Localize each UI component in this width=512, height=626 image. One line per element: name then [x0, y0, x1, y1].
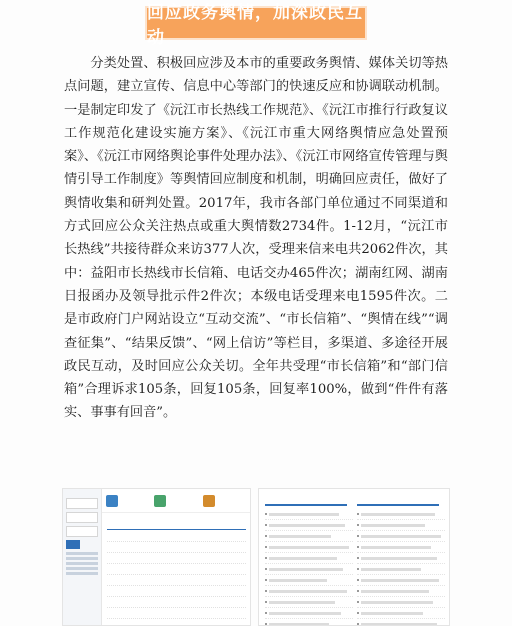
list-heading [107, 520, 246, 530]
sidebar-title [63, 489, 101, 495]
panel-title-right [357, 495, 439, 506]
list-row [107, 542, 246, 553]
sidebar-line [66, 567, 98, 570]
topbar-item [154, 493, 197, 508]
list-row [107, 575, 246, 586]
list-row [107, 586, 246, 597]
list-row [107, 564, 246, 575]
news-row [265, 586, 353, 597]
news-row [357, 520, 445, 531]
news-column-left [265, 509, 353, 626]
news-row [265, 608, 353, 619]
sidebar-button [66, 540, 80, 549]
banner-title: 回应政务舆情，加深政民互动 [147, 3, 363, 48]
mailbox-list [107, 531, 246, 619]
sidebar-input [66, 498, 98, 509]
section-banner [147, 3, 365, 48]
news-row [265, 619, 353, 626]
news-row [265, 597, 353, 608]
list-row [107, 608, 246, 619]
list-row [107, 553, 246, 564]
sidebar-line [66, 557, 98, 560]
news-row [357, 509, 445, 520]
panel-title-left [265, 495, 347, 506]
topbar-item [203, 493, 246, 508]
news-row [357, 542, 445, 553]
list-row [107, 597, 246, 608]
news-row [357, 619, 445, 626]
news-row [357, 608, 445, 619]
news-row [265, 564, 353, 575]
news-row [265, 553, 353, 564]
mailbox-system-screenshot [62, 488, 251, 626]
sidebar-line [66, 562, 98, 565]
mail-icon [106, 495, 118, 507]
screenshot-sidebar [63, 489, 102, 625]
reply-icon [154, 495, 166, 507]
news-row [357, 553, 445, 564]
news-row [357, 531, 445, 542]
news-list-screenshot [258, 488, 450, 626]
sidebar-input [66, 512, 98, 523]
stats-icon [203, 495, 215, 507]
news-row [265, 509, 353, 520]
news-row [265, 542, 353, 553]
sidebar-line [66, 552, 98, 555]
sidebar-line [66, 572, 98, 575]
news-row [265, 531, 353, 542]
news-column-right [357, 509, 445, 626]
news-row [265, 520, 353, 531]
news-row [357, 586, 445, 597]
screenshot-topbar [102, 489, 250, 513]
article-paragraph: 分类处置、积极回应涉及本市的重要政务舆情、媒体关切等热点问题，建立宣传、信息中心等部门的快速反应和协调联动机制。一是制定印发了《沅江市长热线工作规范》、《沅江市推行行政复议工作规范化建设实施方案》、《沅江市重大网络舆情应急处置预案》、《沅江市网络舆论事件处理办法》、《沅江市网络宣传管理与舆情引导工作制度》等舆情回应制度和机制，明确回应责任，做好了舆情收集和研判处置。2017年，我市各部门单位通过不同渠道和方式回应公众关注热点或重大舆情数2734件。1-12月，“沅江市长热线”共接待群众来访377人次，受理来信来电共2062件次，其中：益阳市长热线市长信箱、电话交办465件次；湖南红网、湖南日报函办及领导批示件2件次；本级电话受理来电1595件次。二是市政府门户网站设立“互动交流”、“市长信箱”、“舆情在线”“调查征集”、“结果反馈”、“网上信访”等栏目，多渠道、多途径开展政民互动，及时回应公众关切。全年共受理“市长信箱”和“部门信箱”合理诉求105条，回复105条，回复率100%，做到“件件有落实、事事有回音”。 [64, 56, 448, 421]
article-body [64, 52, 448, 425]
news-row [357, 564, 445, 575]
news-row [357, 575, 445, 586]
news-row [265, 575, 353, 586]
news-row [357, 597, 445, 608]
sidebar-input [66, 526, 98, 537]
list-row [107, 531, 246, 542]
topbar-item [106, 493, 149, 508]
